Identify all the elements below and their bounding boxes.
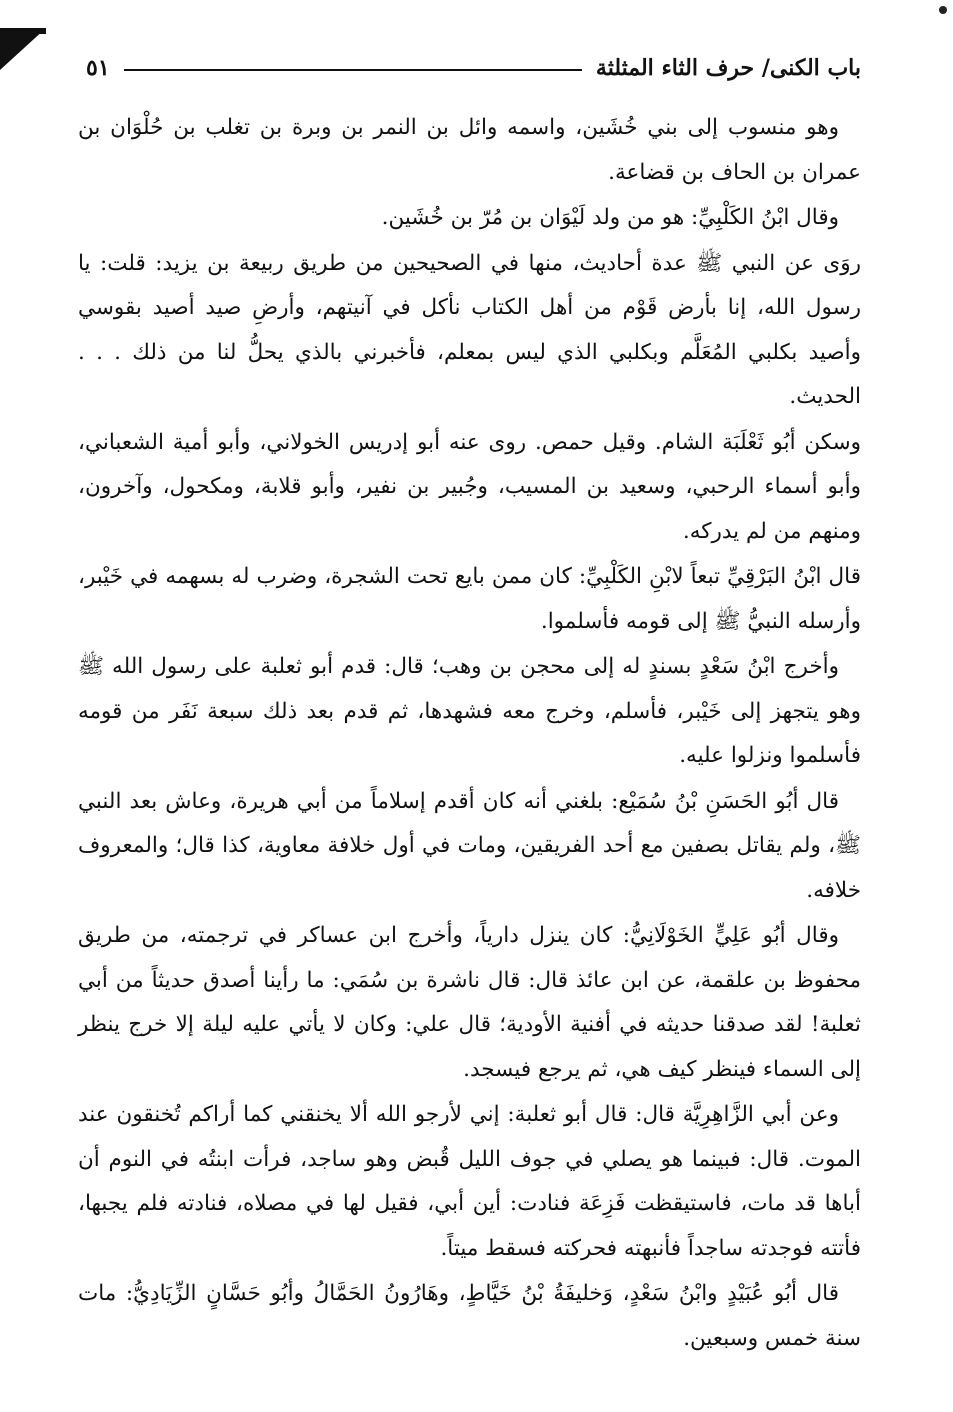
paragraph: وهو منسوب إلى بني خُشَين، واسمه وائل بن النمر بن وبرة بن تغلب بن حُلْوَان بن عمران بن الحاف بن قضاعة. [78, 115, 861, 185]
paragraph: قال أبُو عُبَيْدٍ وابْنُ سَعْدٍ، وَخليفَةُ بْنُ خَيَّاطٍ، وهَارُونُ الحَمَّالُ وأبُو حَسَّانٍ الزِّيَادِيُّ: مات سنة خمس وسبعين. [78, 1281, 861, 1351]
running-header [86, 52, 861, 84]
paragraph: روَى عن النبي ﷺ عدة أحاديث، منها في الصحيحين من طريق ربيعة بن يزيد: قلت: يا رسول الله، إنا بأرض قَوْم من أهل الكتاب نأكل في آنيتهم، وأرضِ صيد أصيد بقوسي وأصيد بكلبي المُعَلَّم وبكلبي الذي ليس بمعلم، فأخبرني بالذي يحلُّ لنا من ذلك . . . الحديث. [78, 250, 861, 409]
paragraph: وقال أبُو عَلِيٍّ الخَوْلَانِيُّ: كان ينزل دارياً، وأخرج ابن عساكر في ترجمته، من طريق محفوظ بن علقمة، عن ابن عائذ قال: قال ناشرة بن سُمَي: ما رأينا أصدق حديثاً من أبي ثعلبة! لقد صدقنا حديثه في أفنية الأودية؛ قال علي: وكان لا يأتي عليه ليلة إلا خرج ينظر إلى السماء فينظر كيف هي، ثم يرجع فيسجد. [78, 923, 861, 1082]
paragraph: وأخرج ابْنُ سَعْدٍ بسندٍ له إلى محجن بن وهب؛ قال: قدم أبو ثعلبة على رسول الله ﷺ وهو يتجهز إلى خَيْبر، فأسلم، وخرج معه فشهدها، ثم قدم بعد ذلك سبعة نَفَر من قومه فأسلموا ونزلوا عليه. [78, 654, 861, 768]
paragraph: وقال ابْنُ الكَلْبِيِّ: هو من ولد لَيْوَان بن مُرّ بن خُشَين. [381, 205, 839, 230]
paragraph: وعن أبي الزَّاهِرِيَّة قال: قال أبو ثعلبة: إني لأرجو الله ألا يخنقني كما أراكم تُخنقون عند الموت. قال: فبينما هو يصلي في جوف الليل قُبض وهو ساجد، فرأت ابنتُه في النوم أن أباها قد مات، فاستيقظت فَزِعَة فنادت: أين أبي، فقيل لها في مصلاه، فنادته فلم يجبها، فأتته فوجدته ساجداً فأنبهته فحركته فسقط ميتاً. [78, 1102, 861, 1261]
paragraph: قال أبُو الحَسَنِ بْنُ سُمَيْع: بلغني أنه كان أقدم إسلاماً من أبي هريرة، وعاش بعد النبي ﷺ، ولم يقاتل بصفين مع أحد الفريقين، ومات في أول خلافة معاوية، كذا قال؛ والمعروف خلافه. [78, 788, 861, 903]
header-rule [124, 69, 582, 71]
scan-speck [939, 6, 947, 14]
main-text [78, 106, 861, 1362]
corner-mark [0, 28, 46, 70]
paragraph: وسكن أبُو ثَعْلَبَة الشام. وقيل حمص. روى عنه أبو إدريس الخولاني، وأبو أمية الشعباني، وأبو أسماء الرحبي، وسعيد بن المسيب، وجُبير بن نفير، وأبو قلابة، ومكحول، وآخرون، ومنهم من لم يدركه. [78, 429, 861, 544]
paragraph: قال ابْنُ البَرْقِيِّ تبعاً لابْنِ الكَلْبِيِّ: كان ممن بايع تحت الشجرة، وضرب له بسهمه في خَيْبر، وأرسله النبيُّ ﷺ إلى قومه فأسلموا. [78, 564, 861, 634]
running-title: باب الكنى/ حرف الثاء المثلثة [595, 55, 861, 81]
page-number: ٥١ [86, 55, 110, 81]
